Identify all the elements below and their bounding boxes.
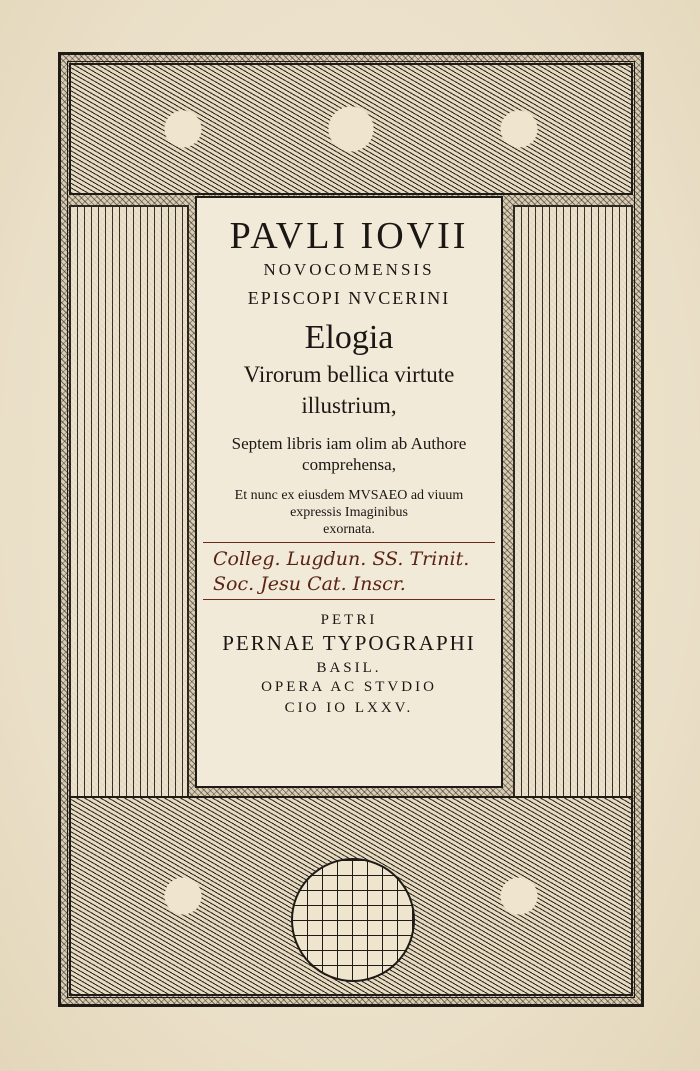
printer-line-4: OPERA AC STVDIO [261, 679, 437, 695]
subtitle-line-2: illustrium, [301, 393, 397, 418]
right-pillar-warrior [513, 205, 633, 825]
inscription-line-1: Colleg. Lugdun. SS. Trinit. [213, 548, 470, 570]
imprint-date: CIO IO LXXV. [284, 700, 414, 716]
author-origin: NOVOCOMENSIS [263, 260, 435, 279]
title-panel [195, 196, 503, 788]
description-line-2: comprehensa, [302, 455, 396, 474]
subtitle-line-1: Virorum bellica virtute [243, 362, 455, 387]
addition-line-2: expressis Imaginibus [290, 505, 408, 520]
globe-illustration [291, 858, 415, 982]
author-office: EPISCOPI NVCERINI [247, 288, 451, 308]
inscription-line-2: Soc. Jesu Cat. Inscr. [213, 573, 406, 595]
handwritten-inscription [203, 542, 495, 600]
description-line-1: Septem libris iam olim ab Authore [231, 434, 467, 453]
printer-line-2: PERNAE TYPOGRAPHI [222, 631, 476, 655]
addition-line-3: exornata. [323, 522, 375, 537]
printer-line-1: PETRI [320, 612, 378, 628]
bottom-ornament [69, 796, 633, 996]
printer-line-3: BASIL. [316, 660, 382, 676]
author-name: PAVLI IOVII [229, 215, 469, 257]
work-title: Elogia [304, 319, 394, 356]
left-pillar-figure [69, 205, 189, 825]
top-ornament [69, 63, 633, 195]
addition-line-1: Et nunc ex eiusdem MVSAEO ad viuum [234, 488, 464, 503]
